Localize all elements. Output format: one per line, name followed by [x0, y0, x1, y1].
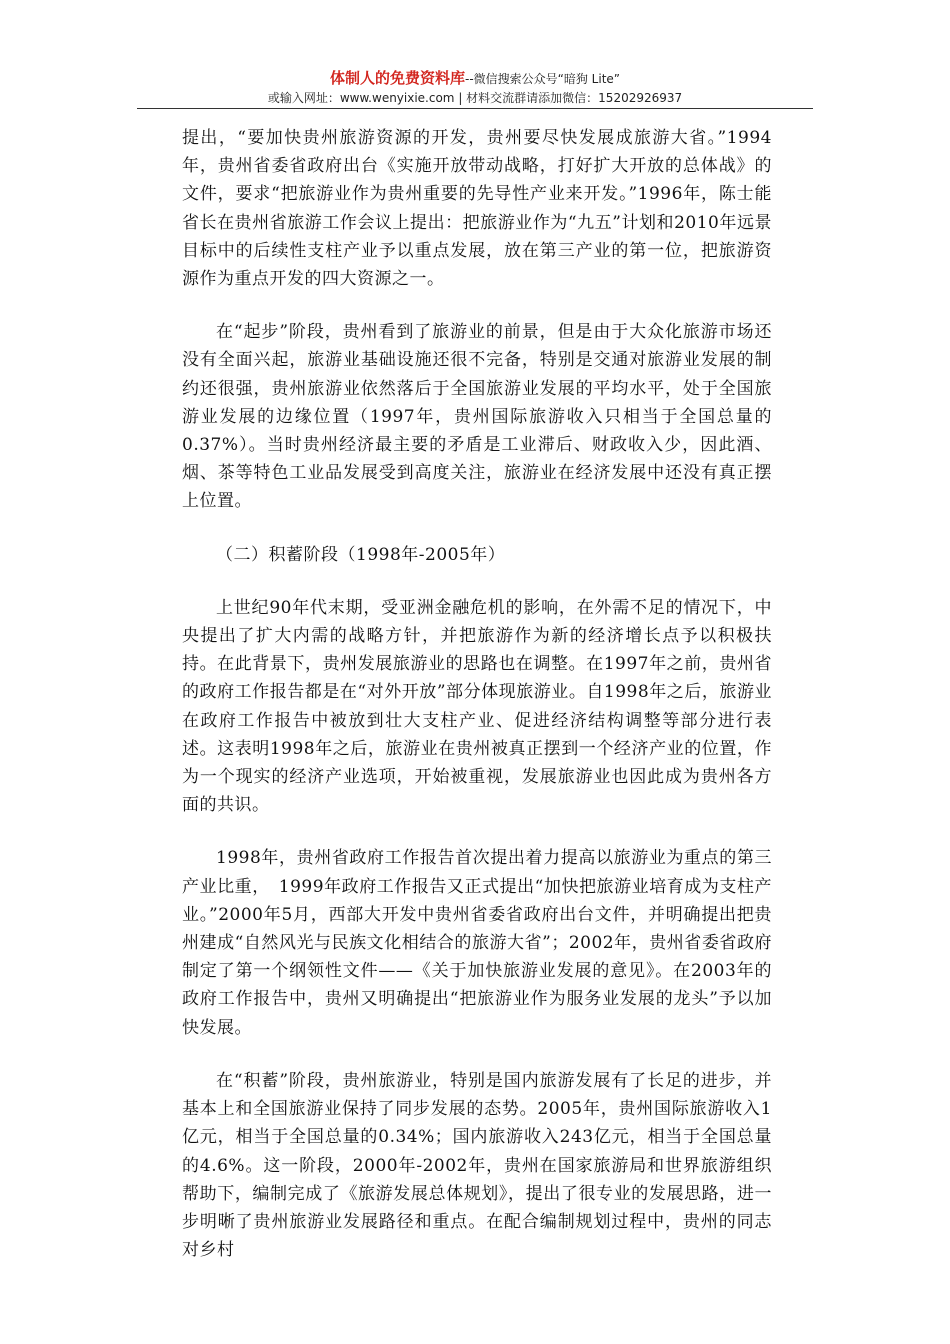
- paragraph: 在“起步”阶段，贵州看到了旅游业的前景，但是由于大众化旅游市场还没有全面兴起，旅游业基础设施还很不完备，特别是交通对旅游业发展的制约还很强，贵州旅游业依然落后于全国旅游业发展的平均水平，处于全国旅游业发展的边缘位置（1997年，贵州国际旅游收入只相当于全国总量的0.37%）。当时贵州经济最主要的矛盾是工业滞后、财政收入少，因此酒、烟、茶等特色工业品发展受到高度关注，旅游业在经济发展中还没有真正摆上位置。: [182, 322, 772, 512]
- header-title-line: [0, 68, 950, 89]
- paragraph: 1998年，贵州省政府工作报告首次提出着力提高以旅游业为重点的第三产业比重， 1999年政府工作报告又正式提出“加快把旅游业培育成为支柱产业。”2000年5月，西部大开发中贵州省委省政府出台文件，并明确提出把贵州建成“自然风光与民族文化相结合的旅游大省”；2002年，贵州省委省政府制定了第一个纲领性文件——《关于加快旅游业发展的意见》。在2003年的政府工作报告中，贵州又明确提出“把旅游业作为服务业发展的龙头”予以加快发展。: [182, 848, 772, 1038]
- paragraph: 在“积蓄”阶段，贵州旅游业，特别是国内旅游发展有了长足的进步，并基本上和全国旅游业保持了同步发展的态势。2005年，贵州国际旅游收入1亿元，相当于全国总量的0.34%；国内旅游收入243亿元，相当于全国总量的4.6%。这一阶段，2000年-2002年，贵州在国家旅游局和世界旅游组织帮助下，编制完成了《旅游发展总体规划》，提出了很专业的发展思路，进一步明晰了贵州旅游业发展路径和重点。在配合编制规划过程中，贵州的同志对乡村: [182, 1070, 772, 1261]
- section-heading: （二）积蓄阶段（1998年-2005年）: [216, 544, 506, 565]
- header-contact: 或输入网址：www.wenyixie.com | 材料交流群请添加微信：15202926937: [267, 91, 683, 105]
- header-brand: 体制人的免费资料库: [329, 69, 465, 87]
- header-divider: [137, 108, 813, 109]
- header-tagline: --微信搜索公众号“暗狗 Lite”: [464, 72, 621, 86]
- page-header: [0, 68, 950, 107]
- document-body: [182, 124, 772, 1289]
- paragraph: 上世纪90年代末期，受亚洲金融危机的影响，在外需不足的情况下，中央提出了扩大内需的战略方针，并把旅游作为新的经济增长点予以积极扶持。在此背景下，贵州发展旅游业的思路也在调整。在1997年之前，贵州省的政府工作报告都是在“对外开放”部分体现旅游业。自1998年之后，旅游业在政府工作报告中被放到壮大支柱产业、促进经济结构调整等部分进行表述。这表明1998年之后，旅游业在贵州被真正摆到一个经济产业的位置，作为一个现实的经济产业选项，开始被重视，发展旅游业也因此成为贵州各方面的共识。: [182, 597, 772, 816]
- paragraph-continuation: 提出，“要加快贵州旅游资源的开发，贵州要尽快发展成旅游大省。”1994年，贵州省委省政府出台《实施开放带动战略，打好扩大开放的总体战》的文件，要求“把旅游业作为贵州重要的先导性产业来开发。”1996年，陈士能省长在贵州省旅游工作会议上提出：把旅游业作为“九五”计划和2010年远景目标中的后续性支柱产业予以重点发展，放在第三产业的第一位，把旅游资源作为重点开发的四大资源之一。: [182, 128, 772, 290]
